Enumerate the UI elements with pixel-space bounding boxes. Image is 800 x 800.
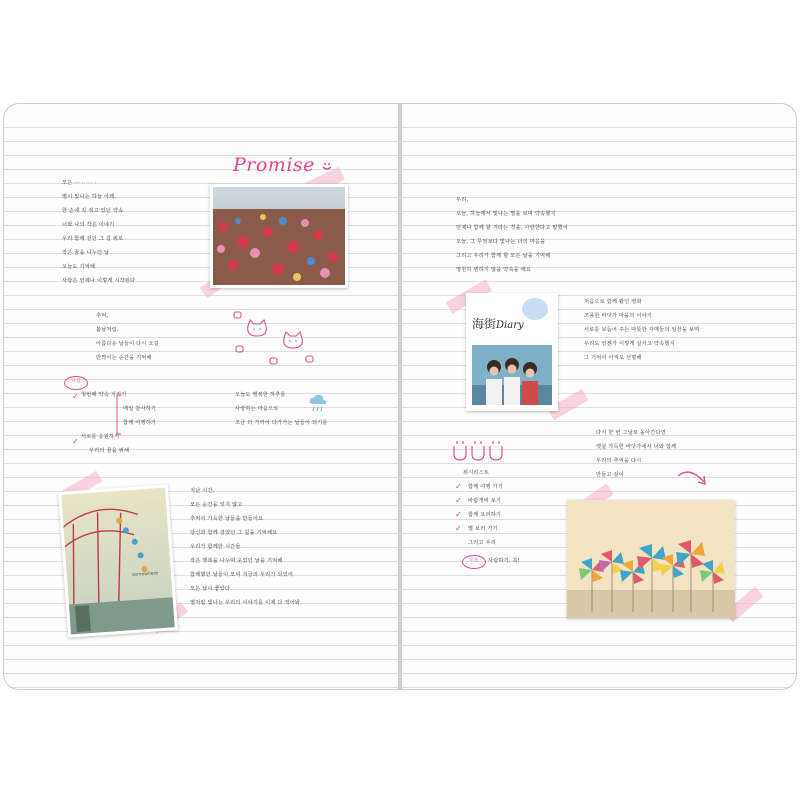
- check-icon: ✓: [455, 510, 462, 519]
- right-text-block1: 우리, 오늘, 하늘에서 빛나는 별을 보며 약속했지 언제나 함께 할 거라는 것을, 사랑한다고 말했어 오늘, 그 무엇보다 빛나는 너의 마음을 그리고 우리가 함께 할 모든 날을 기억해 영원히 변하지 않을 약속을 해요: [456, 197, 568, 273]
- bunnies-doodle-icon: [450, 440, 506, 464]
- curved-arrow-icon: [676, 468, 710, 492]
- love-locks-photo: [210, 184, 348, 288]
- movie-still-image: [472, 345, 552, 405]
- left-text-block3b: 오늘도 행복한 하루를 사랑하는 마음으로 조금 더 가까이 다가가는 날들이 되기를: [235, 392, 328, 426]
- ferris-caption: somewhere: [131, 571, 159, 579]
- wishlist-last: 사랑하기, 꼭!: [488, 558, 521, 564]
- tag-circle-left: 다짐: [64, 376, 88, 390]
- check-icon: ✓: [72, 437, 79, 446]
- check-icon: ✓: [455, 524, 462, 533]
- check-icon: ✓: [455, 482, 462, 491]
- check-icon: ✓: [72, 392, 79, 401]
- right-text-block3: 다시 한 번 그날로 돌아간다면 햇살 가득한 바닷가에서 너와 함께 우리의 추억을 다시 만들고 싶어: [596, 430, 677, 478]
- ferris-wheel-photo: [58, 484, 178, 637]
- cats-doodle-icon: [232, 310, 322, 370]
- left-text-block2: 추억, 봄날처럼, 아름다운 날들이 다시 오길 반짝이는 순간을 기억해: [96, 313, 159, 361]
- left-text-block4: 지난 시간, 모든 순간을 잊지 않고 추억이 가득한 날들을 만들어요 당신과 함께 걸었던 그 길을 기억해요 우리가 함께한 시간들 작은 행복을 나누며 웃었던 날을 기억해 함께했던 날들이 모여 지금의 우리가 되었어 모든 날이 좋았다 별처럼 빛나는 우리의 이야기를 이제 다 적어봐: [190, 488, 301, 606]
- left-text-block1: 모든 ··· ·· · · · 별이 빛나는 하늘 아래, 한 손에 꼭 쥐고 있던 약속 너와 나의 작은 이야기 우리 함께 걷던 그 길 위로 작은 꿈을 나누던 날 오늘도 기억해 사랑은 언제나 이렇게 시작된다: [62, 180, 136, 284]
- left-text-block3a: 첫번째 약속 지키기 매일 감사하기 함께 여행하기 서로를 응원하기 우리의 꿈을 위해: [81, 392, 157, 454]
- wishlist-items: 함께 여행 가기 바람개비 보기 함께 요리하기 별 보러 가기 그리고 우리: [468, 484, 503, 546]
- watercolor-blob-icon: [521, 296, 549, 322]
- movie-poster: [466, 293, 558, 411]
- right-text-block2: 처음으로 함께 봤던 영화 조용한 바닷가 마을의 이야기 서로를 보듬어 주는 따뜻한 자매들의 일상을 보며 우리도 언젠가 이렇게 살자고 약속했지 그 기억이 아직도 선명해: [584, 299, 700, 361]
- promise-title: Promise: [233, 154, 333, 176]
- movie-title: 海街Diary: [472, 317, 524, 331]
- wishlist-circle-tag: 오늘: [462, 555, 486, 569]
- rain-cloud-icon: [308, 392, 332, 416]
- check-icon: ✓: [455, 496, 462, 505]
- wishlist-title: 위시리스트: [463, 470, 490, 476]
- pinwheels-photo: [567, 500, 735, 618]
